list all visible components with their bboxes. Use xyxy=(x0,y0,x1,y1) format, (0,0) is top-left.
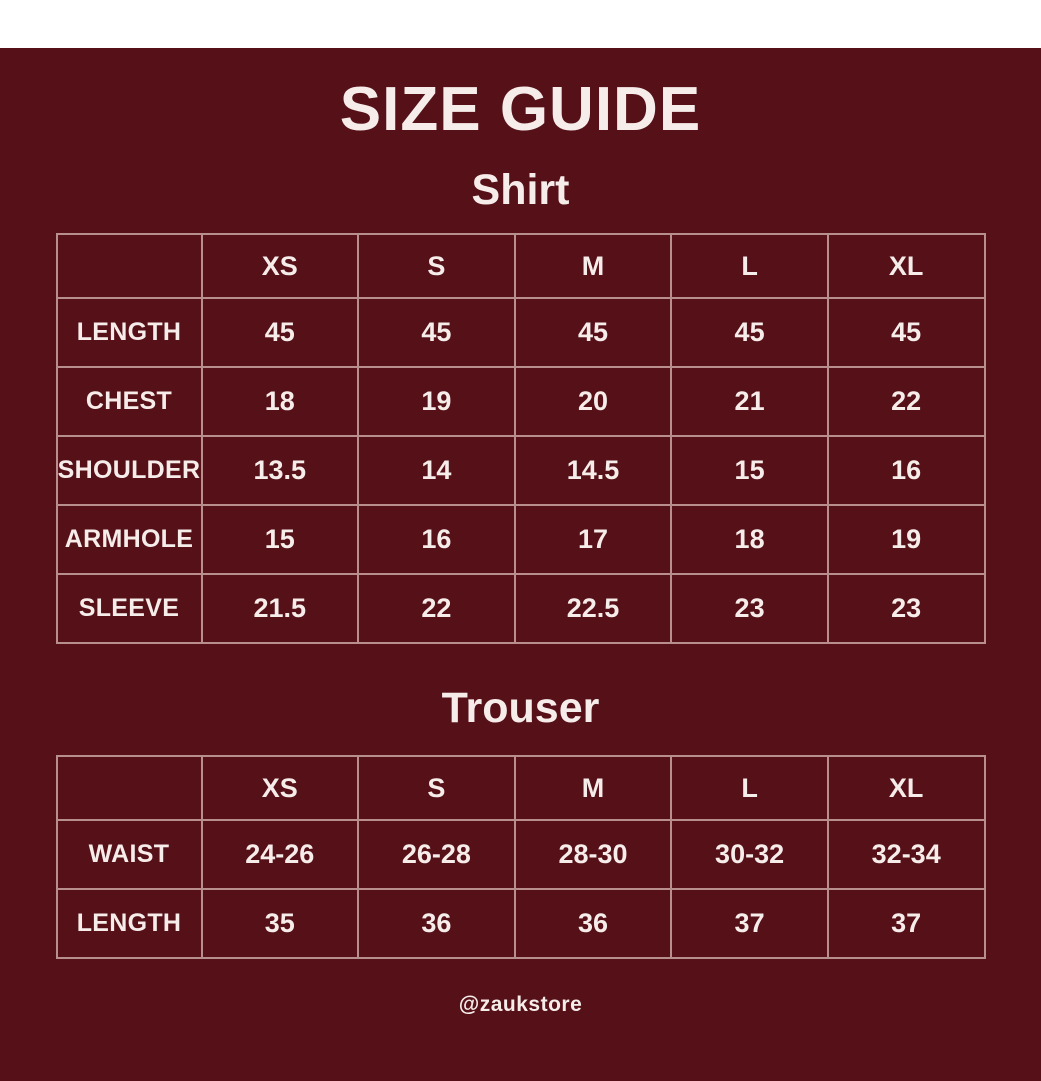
trouser-waist-xl: 32-34 xyxy=(828,820,985,889)
trouser-length-xs: 35 xyxy=(202,889,359,958)
shirt-chest-xs: 18 xyxy=(202,367,359,436)
shirt-header-blank xyxy=(57,234,202,298)
shirt-table-header xyxy=(57,234,985,298)
trouser-header-xl: XL xyxy=(828,756,985,820)
shirt-row-label-length: LENGTH xyxy=(57,298,202,367)
shirt-header-l: L xyxy=(671,234,828,298)
table-row xyxy=(57,505,985,574)
trouser-header-xs: XS xyxy=(202,756,359,820)
shirt-row-label-armhole: ARMHOLE xyxy=(57,505,202,574)
shirt-row-label-shoulder: SHOULDER xyxy=(57,436,202,505)
shirt-row-label-chest: CHEST xyxy=(57,367,202,436)
table-row xyxy=(57,820,985,889)
shirt-header-xs: XS xyxy=(202,234,359,298)
table-row xyxy=(57,889,985,958)
trouser-waist-xs: 24-26 xyxy=(202,820,359,889)
shirt-length-l: 45 xyxy=(671,298,828,367)
shirt-sleeve-m: 22.5 xyxy=(515,574,672,643)
shirt-shoulder-xl: 16 xyxy=(828,436,985,505)
shirt-section-heading: Shirt xyxy=(471,166,570,215)
shirt-table-body xyxy=(57,298,985,643)
trouser-section-heading: Trouser xyxy=(441,684,600,733)
shirt-shoulder-l: 15 xyxy=(671,436,828,505)
shirt-armhole-m: 17 xyxy=(515,505,672,574)
shirt-sleeve-s: 22 xyxy=(358,574,515,643)
shirt-chest-xl: 22 xyxy=(828,367,985,436)
trouser-table-body xyxy=(57,820,985,958)
shirt-chest-m: 20 xyxy=(515,367,672,436)
shirt-length-xs: 45 xyxy=(202,298,359,367)
shirt-size-table xyxy=(56,233,986,644)
shirt-chest-s: 19 xyxy=(358,367,515,436)
store-handle: @zaukstore xyxy=(458,993,583,1017)
trouser-row-label-waist: WAIST xyxy=(57,820,202,889)
trouser-waist-l: 30-32 xyxy=(671,820,828,889)
table-row xyxy=(57,574,985,643)
shirt-shoulder-xs: 13.5 xyxy=(202,436,359,505)
trouser-table-header xyxy=(57,756,985,820)
shirt-header-m: M xyxy=(515,234,672,298)
top-white-strip xyxy=(0,0,1041,48)
shirt-length-s: 45 xyxy=(358,298,515,367)
trouser-length-xl: 37 xyxy=(828,889,985,958)
shirt-header-s: S xyxy=(358,234,515,298)
table-header-row xyxy=(57,234,985,298)
trouser-length-m: 36 xyxy=(515,889,672,958)
trouser-header-m: M xyxy=(515,756,672,820)
page-title: SIZE GUIDE xyxy=(339,75,702,144)
trouser-header-s: S xyxy=(358,756,515,820)
shirt-sleeve-xl: 23 xyxy=(828,574,985,643)
table-header-row xyxy=(57,756,985,820)
shirt-shoulder-s: 14 xyxy=(358,436,515,505)
trouser-header-blank xyxy=(57,756,202,820)
shirt-header-xl: XL xyxy=(828,234,985,298)
shirt-sleeve-xs: 21.5 xyxy=(202,574,359,643)
shirt-length-xl: 45 xyxy=(828,298,985,367)
shirt-length-m: 45 xyxy=(515,298,672,367)
trouser-length-s: 36 xyxy=(358,889,515,958)
shirt-sleeve-l: 23 xyxy=(671,574,828,643)
shirt-armhole-s: 16 xyxy=(358,505,515,574)
shirt-armhole-l: 18 xyxy=(671,505,828,574)
shirt-armhole-xl: 19 xyxy=(828,505,985,574)
trouser-length-l: 37 xyxy=(671,889,828,958)
trouser-waist-m: 28-30 xyxy=(515,820,672,889)
table-row xyxy=(57,436,985,505)
table-row xyxy=(57,298,985,367)
trouser-row-label-length: LENGTH xyxy=(57,889,202,958)
shirt-shoulder-m: 14.5 xyxy=(515,436,672,505)
shirt-chest-l: 21 xyxy=(671,367,828,436)
shirt-row-label-sleeve: SLEEVE xyxy=(57,574,202,643)
shirt-armhole-xs: 15 xyxy=(202,505,359,574)
trouser-waist-s: 26-28 xyxy=(358,820,515,889)
size-guide-content xyxy=(0,48,1041,1081)
trouser-size-table xyxy=(56,755,986,959)
trouser-header-l: L xyxy=(671,756,828,820)
table-row xyxy=(57,367,985,436)
